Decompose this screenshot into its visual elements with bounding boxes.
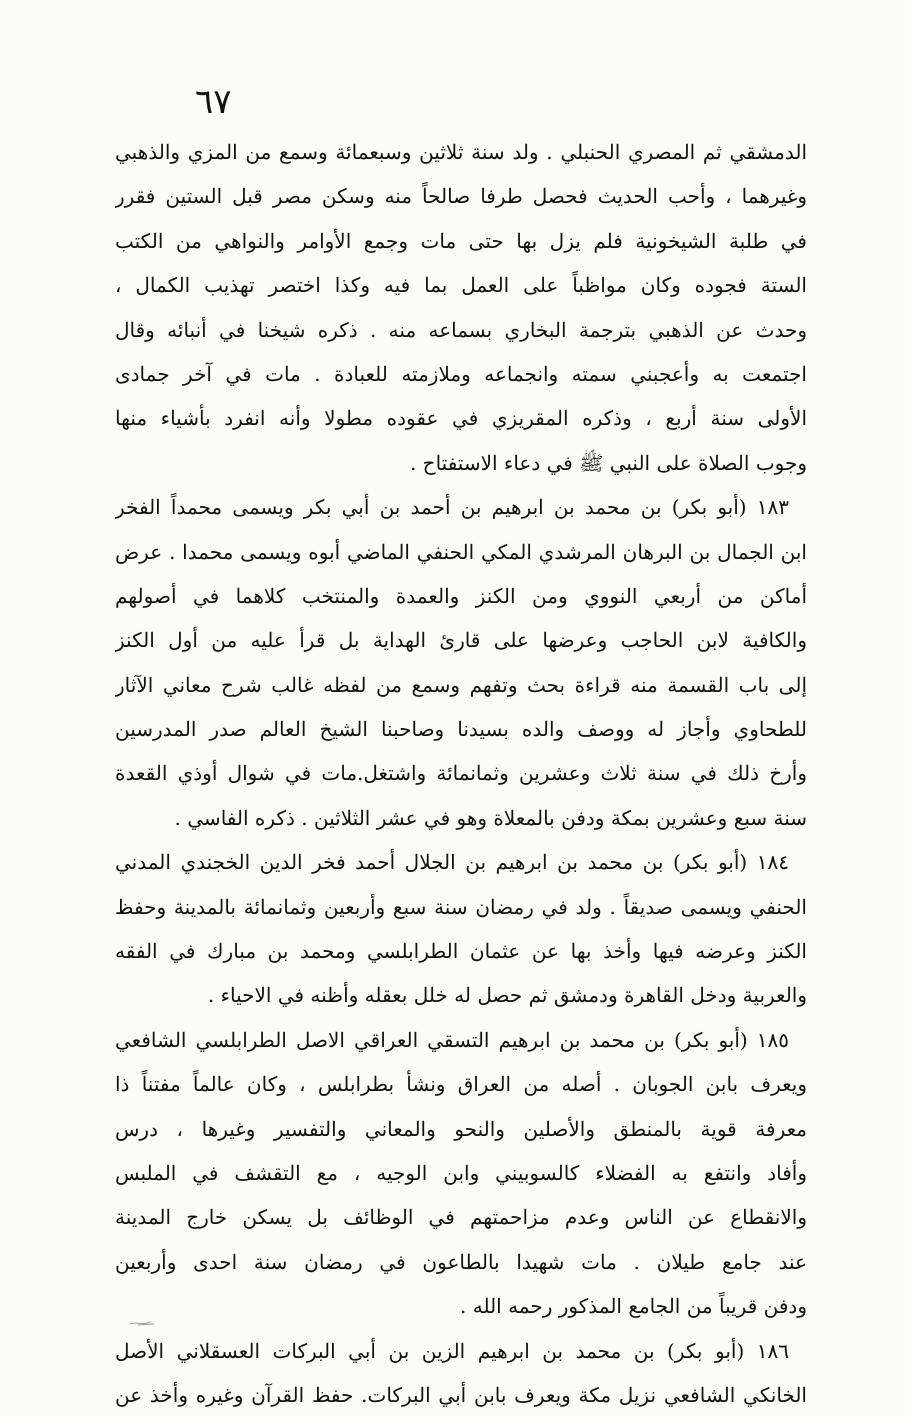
text-line: ابن الجمال بن البرهان المرشدي المكي الحنفي الماضي أبوه ويسمى محمدا . عرض <box>115 539 807 564</box>
text-line: للطحاوي وأجاز له ووصف والده بسيدنا وصاحبنا الشيخ العالم صدر المدرسين <box>115 717 807 742</box>
page-text-body <box>115 130 807 1417</box>
text-line: والعربية ودخل القاهرة ودمشق ثم حصل له خلل بعقله وأظنه في الاحياء . <box>207 983 807 1008</box>
text-line: وأفاد وانتفع به الفضلاء كالسوبيني وابن الوجيه ، مع التقشف في الملبس <box>115 1160 807 1185</box>
text-line: وحدث عن الذهبي بترجمة البخاري بسماعه منه . ذكره شيخنا في أنبائه وقال <box>115 317 807 342</box>
text-line: الخانكي الشافعي نزيل مكة ويعرف بابن أبي البركات. حفظ القرآن وغيره وأخذ عن <box>115 1382 807 1407</box>
text-line: الستة فجوده وكان مواظباً على العمل بما فيه وكذا اختصر تهذيب الكمال ، <box>115 273 807 298</box>
text-line: وغيرهما ، وأحب الحديث فحصل طرفا صالحاً منه وسكن مصر قبل الستين فقرر <box>115 184 807 209</box>
text-line: الحنفي ويسمى صديقاً . ولد في رمضان سنة سبع وأربعين وثمانمائة بالمدينة وحفظ <box>115 894 807 919</box>
text-line: والكافية لابن الحاجب وعرضها على قارئ الهداية بل قرأ عليه من أول الكنز <box>115 628 807 653</box>
text-line: عند جامع طيلان . مات شهيدا بالطاعون في رمضان سنة احدى وأربعين <box>115 1249 807 1274</box>
text-line: أماكن من أربعي النووي ومن الكنز والعمدة والمنتخب كلاهما في أصولهم <box>115 583 807 608</box>
text-line: سنة سبع وعشرين بمكة ودفن بالمعلاة وهو في عشر الثلاثين . ذكره الفاسي . <box>174 805 807 830</box>
text-line: الأولى سنة أربع ، وذكره المقريزي في عقوده مطولا وأنه انفرد بأشياء منها <box>115 406 807 431</box>
text-line: الدمشقي ثم المصري الحنبلي . ولد سنة ثلاثين وسبعمائة وسمع من المزي والذهبي <box>115 140 807 164</box>
text-line: في طلبة الشيخونية فلم يزل بها حتى مات وجمع الأوامر والنواهي من الكتب <box>115 228 807 253</box>
text-line: ودفن قريباً من الجامع المذكور رحمه الله . <box>460 1294 807 1319</box>
text-line: والانقطاع عن الناس وعدم مزاحمتهم في الوظائف بل يسكن خارج المدينة <box>115 1205 807 1230</box>
text-line: إلى باب القسمة منه قراءة بحث وتفهم وسمع من لفظه غالب شرح معاني الآثار <box>115 672 807 697</box>
entry-heading-line: ١٨٣ (أبو بكر) بن محمد بن ابرهيم بن أحمد بن أبي بكر ويسمى محمداً الفخر <box>115 495 789 520</box>
entry-heading-line: ١٨٤ (أبو بكر) بن محمد بن ابرهيم بن الجلال أحمد فخر الدين الخجندي المدني <box>115 850 789 875</box>
entry-heading-line: ١٨٥ (أبو بكر) بن محمد بن ابرهيم التسقي العراقي الاصل الطرابلسي الشافعي <box>115 1027 789 1052</box>
text-line: اجتمعت به وأعجبني سمته وانجماعه وملازمته للعبادة . مات في آخر جمادى <box>115 361 807 386</box>
text-line: وأرخ ذلك في سنة ثلاث وعشرين وثمانمائة واشتغل.مات في شوال أوذي القعدة <box>115 761 807 786</box>
scan-smudge-mark <box>128 1318 158 1328</box>
text-line: ويعرف بابن الجوبان . أصله من العراق ونشأ بطرابلس ، وكان عالماً مفتناً ذا <box>115 1072 807 1097</box>
entry-heading-line: ١٨٦ (أبو بكر) بن محمد بن ابرهيم الزين بن أبي البركات العسقلاني الأصل <box>115 1338 789 1363</box>
text-line: معرفة قوية بالمنطق والأصلين والنحو والمعاني والتفسير وغيرها ، درس <box>115 1116 807 1141</box>
text-line: وجوب الصلاة على النبي ﷺ في دعاء الاستفتاح . <box>409 450 807 475</box>
text-line: الكنز وعرضه فيها وأخذ بها عن عثمان الطرابلسي ومحمد بن مبارك في الفقه <box>115 939 807 964</box>
page-number: ٦٧ <box>195 82 232 122</box>
